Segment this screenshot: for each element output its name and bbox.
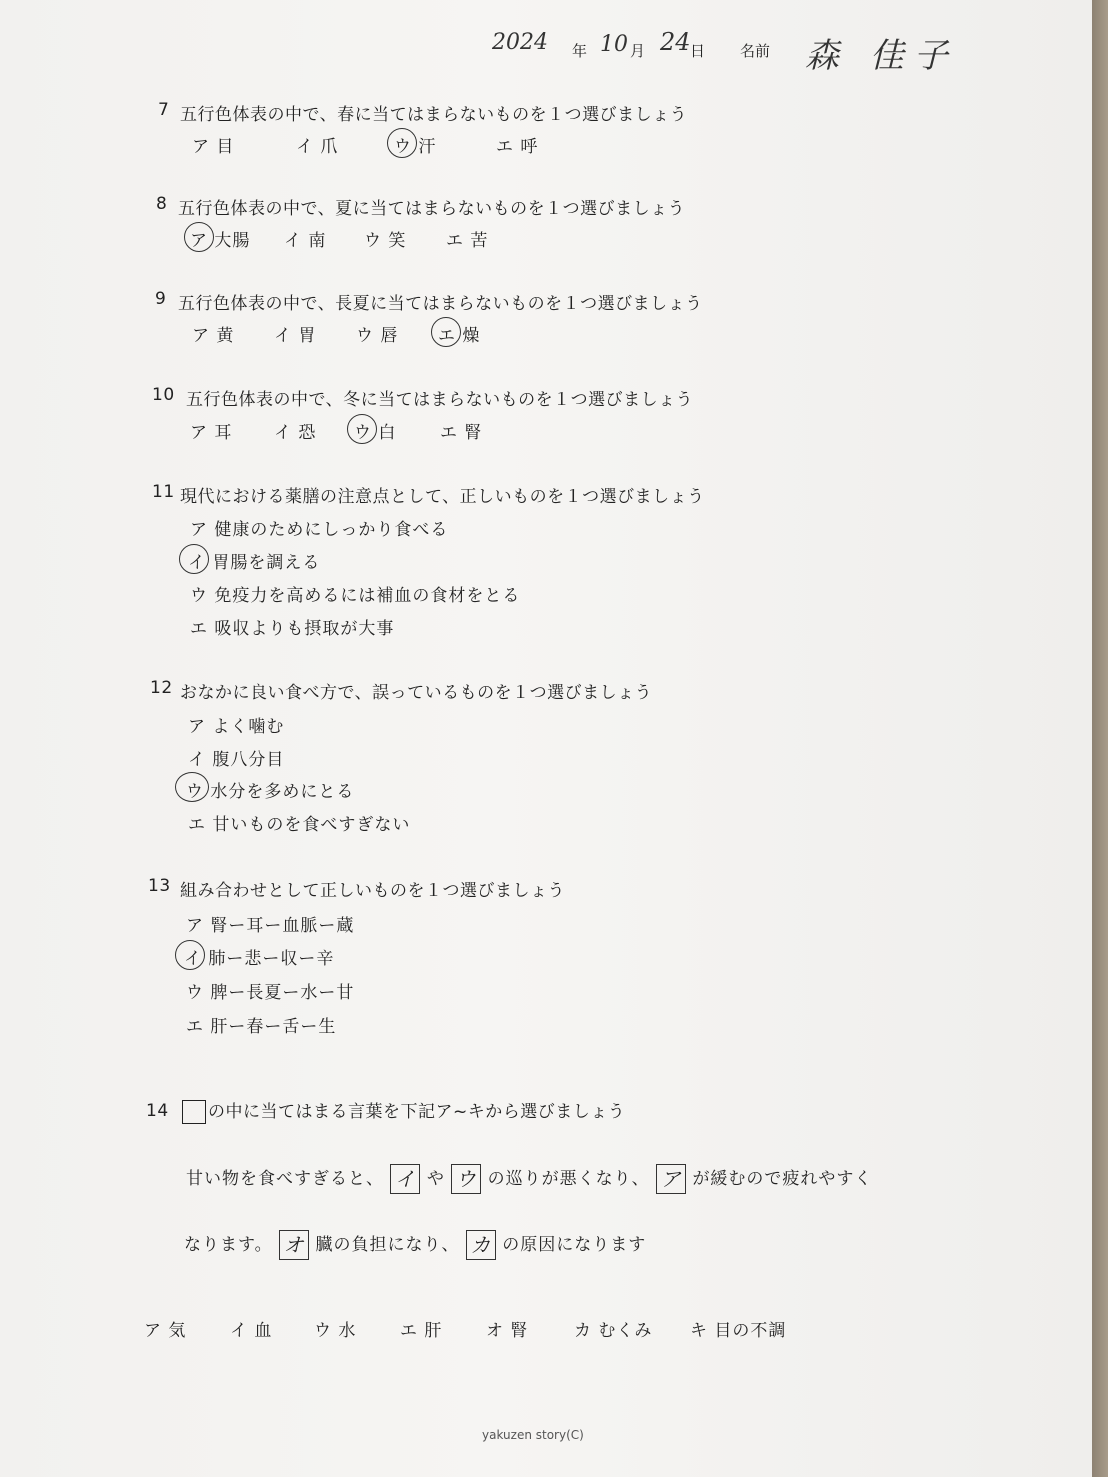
copyright-footer: yakuzen story(C) [482, 1428, 584, 1442]
question-text: 五行色体表の中で、夏に当てはまらないものを１つ選びましょう [178, 199, 686, 219]
table-background [1092, 0, 1108, 1477]
option-b: イ 胃腸を調える [188, 553, 321, 573]
question-text: 組み合わせとして正しいものを１つ選びましょう [180, 881, 565, 901]
option-b: イ 胃 [274, 326, 317, 346]
option-d: エ 苦 [446, 231, 489, 251]
option-c: ウ 白 [354, 423, 397, 443]
date-day-handwritten: 24 [660, 28, 691, 56]
date-month-handwritten: 10 [600, 32, 628, 57]
sentence-part: の巡りが悪くなり、 [487, 1169, 650, 1189]
option-d: エ 呼 [496, 137, 539, 157]
sentence-part: の原因になります [502, 1235, 647, 1255]
choice: オ 腎 [486, 1321, 529, 1341]
option-a: ア 大腸 [190, 231, 251, 251]
option-b: イ 南 [284, 231, 327, 251]
fill-in-line-2 [184, 1230, 646, 1260]
option-a: ア よく噛む [188, 717, 285, 737]
option-a: ア 健康のためにしっかり食べる [190, 520, 449, 540]
question-number: 13 [148, 876, 171, 896]
choice: イ 血 [230, 1321, 273, 1341]
question-number: 11 [152, 482, 175, 502]
choice: エ 肝 [400, 1321, 443, 1341]
choice: キ 目の不調 [690, 1321, 787, 1341]
question-number: 7 [158, 100, 170, 120]
date-year-handwritten: 2024 [492, 30, 548, 55]
option-c: ウ 笑 [364, 231, 407, 251]
answer-box: ウ [451, 1164, 481, 1194]
option-d: エ 肝ー春ー舌ー生 [186, 1017, 337, 1037]
fill-in-line-1 [186, 1164, 872, 1194]
sentence-part: 臓の負担になり、 [315, 1235, 460, 1255]
sentence-part: や [426, 1169, 445, 1189]
answer-box: イ [390, 1164, 420, 1194]
question-text: 現代における薬膳の注意点として、正しいものを１つ選びましょう [180, 487, 705, 507]
name-handwritten: 森 佳子 [805, 36, 958, 76]
option-c: ウ 水分を多めにとる [186, 782, 355, 802]
day-label: 日 [690, 42, 706, 60]
option-a: ア 目 [192, 137, 235, 157]
option-a: ア 耳 [190, 423, 233, 443]
question-text: 五行色体表の中で、長夏に当てはまらないものを１つ選びましょう [178, 294, 703, 314]
option-c: ウ 脾ー長夏ー水ー甘 [186, 983, 355, 1003]
option-b: イ 腹八分目 [188, 750, 285, 770]
question-number: 10 [152, 385, 175, 405]
option-c: ウ 汗 [394, 137, 437, 157]
sentence-part: なります。 [184, 1235, 273, 1255]
option-a: ア 腎ー耳ー血脈ー蔵 [186, 916, 355, 936]
question-text: おなかに良い食べ方で、誤っているものを１つ選びましょう [180, 683, 653, 703]
question-text: の中に当てはまる言葉を下記ア~キから選びましょう [208, 1102, 626, 1122]
sentence-part: が緩むので疲れやすく [692, 1169, 873, 1189]
question-number: 14 [146, 1101, 169, 1121]
name-label: 名前 [740, 42, 771, 60]
question-text-line [182, 1097, 625, 1124]
year-label: 年 [572, 42, 588, 60]
option-b: イ 肺ー悲ー収ー辛 [184, 949, 335, 969]
question-text: 五行色体表の中で、冬に当てはまらないものを１つ選びましょう [186, 390, 694, 410]
question-text: 五行色体表の中で、春に当てはまらないものを１つ選びましょう [180, 105, 688, 125]
answer-box: オ [279, 1230, 309, 1260]
choice: ア 気 [144, 1321, 187, 1341]
choice: カ むくみ [574, 1321, 653, 1341]
question-number: 8 [156, 194, 168, 214]
question-number: 9 [155, 289, 167, 309]
option-d: エ 腎 [440, 423, 483, 443]
option-c: ウ 唇 [356, 326, 399, 346]
blank-box-icon [182, 1100, 206, 1124]
option-b: イ 恐 [274, 423, 317, 443]
choice: ウ 水 [314, 1321, 357, 1341]
option-d: エ 吸収よりも摂取が大事 [190, 619, 395, 639]
answer-box: ア [656, 1164, 686, 1194]
month-label: 月 [630, 42, 646, 60]
option-c: ウ 免疫力を高めるには補血の食材をとる [190, 586, 521, 606]
option-a: ア 黄 [192, 326, 235, 346]
option-d: エ 甘いものを食べすぎない [188, 815, 411, 835]
answer-box: カ [466, 1230, 496, 1260]
option-b: イ 爪 [296, 137, 339, 157]
sentence-part: 甘い物を食べすぎると、 [186, 1169, 384, 1189]
question-number: 12 [150, 678, 173, 698]
option-d: エ 燥 [438, 326, 481, 346]
